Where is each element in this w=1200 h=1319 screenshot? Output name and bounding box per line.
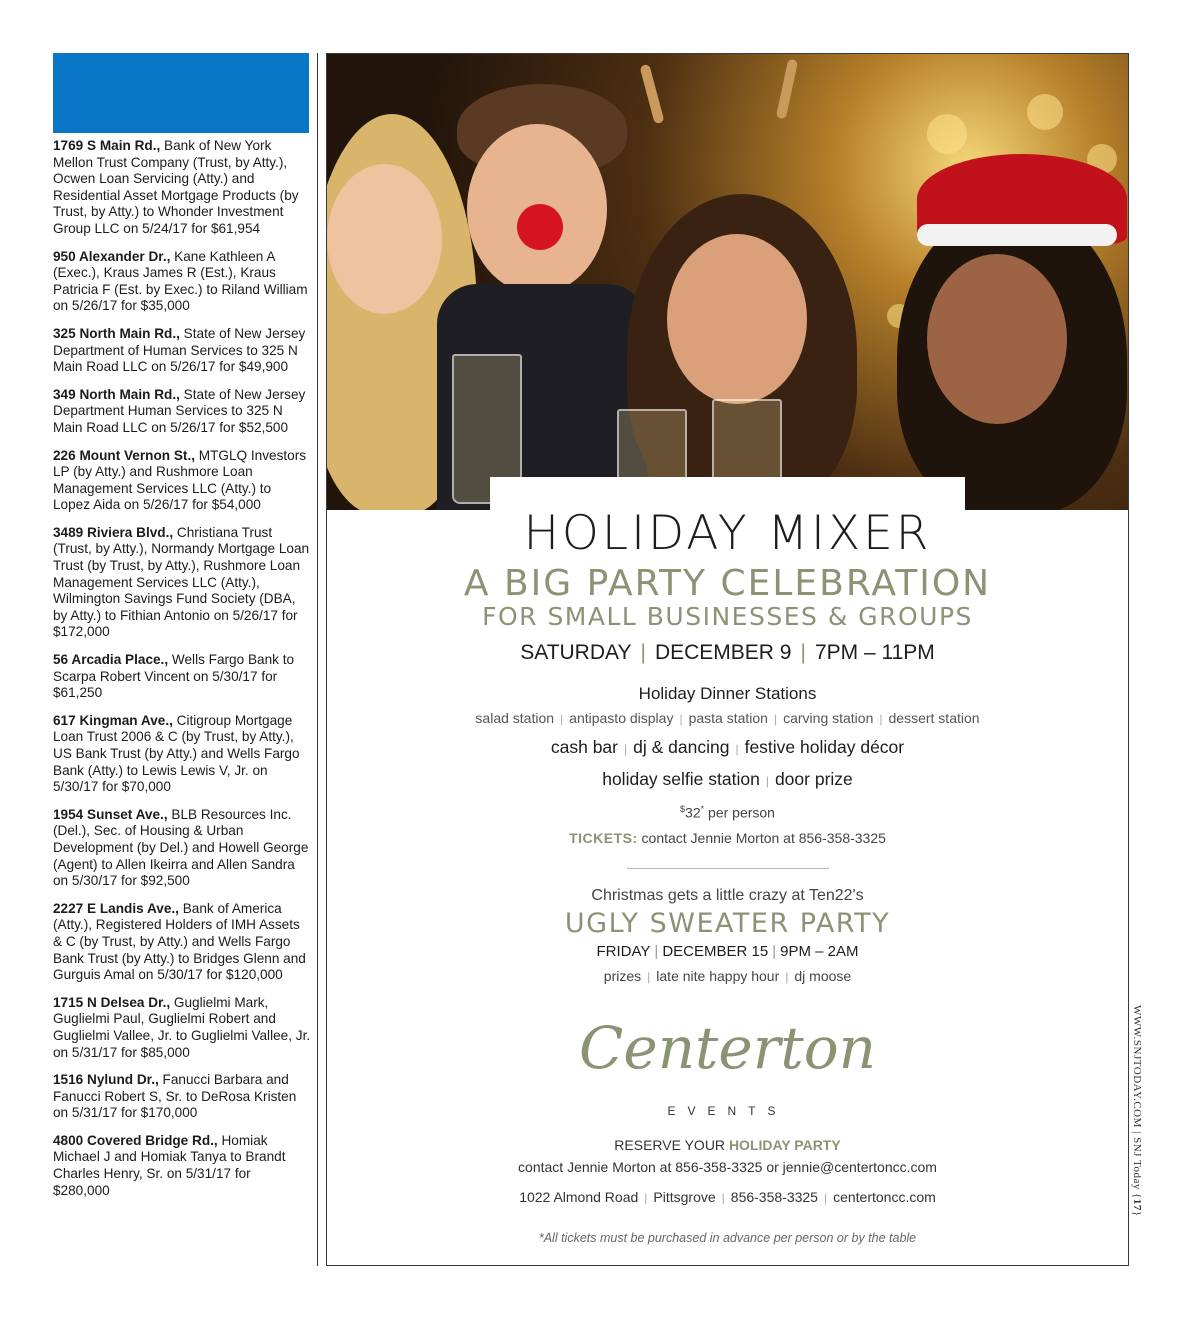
listing-item	[53, 807, 311, 890]
station-item: salad station	[475, 710, 555, 726]
listing-text: Fanucci Barbara and Fanucci Robert S, Sr. to DeRosa Kristen on 5/31/17 for $170,000	[53, 1072, 297, 1121]
listing-address: 617 Kingman Ave.,	[53, 712, 173, 728]
listing-item	[53, 387, 311, 437]
listing-item	[53, 901, 311, 984]
tickets-label: TICKETS:	[569, 830, 638, 846]
listing-text: MTGLQ Investors LP (by Atty.) and Rushmore Loan Management Services LLC (Atty.) to Lopez Aida on 5/26/17 for $54,000	[53, 447, 307, 513]
reserve-highlight: HOLIDAY PARTY	[728, 1137, 841, 1153]
station-item: pasta station	[688, 710, 768, 726]
page-folio	[1131, 1005, 1153, 1275]
listing-address: 226 Mount Vernon St.,	[53, 447, 195, 463]
listing-item	[53, 995, 311, 1061]
listing-text: Kane Kathleen A (Exec.), Kraus James R (Est.), Kraus Patricia F (Est. by Exec.) to Riland William on 5/26/17 for $35,000	[53, 248, 308, 314]
price-per: per person	[704, 804, 775, 821]
station-item: carving station	[783, 710, 874, 726]
listing-item	[53, 652, 311, 702]
listing-item	[53, 1133, 311, 1199]
price-mark: *	[700, 804, 705, 814]
station-item: dessert station	[888, 710, 980, 726]
ugly-title: UGLY SWEATER PARTY	[564, 908, 891, 939]
extra-item: prizes	[603, 968, 642, 984]
price-amount: 32	[685, 804, 701, 821]
features-row-2: holiday selfie station | door prize	[602, 769, 853, 789]
section-color-bar	[53, 53, 309, 133]
features-row-1: cash bar | dj & dancing | festive holiday décor	[550, 737, 905, 757]
party-photo	[327, 54, 1128, 510]
contact-line: contact Jennie Morton at 856-358-3325 or jennie@centertoncc.com	[518, 1159, 937, 1175]
address-line: 1022 Almond Road | Pittsgrove | 856-358-3325 | centertoncc.com	[519, 1189, 936, 1205]
property-listings	[53, 138, 311, 1210]
listing-address: 4800 Covered Bridge Rd.,	[53, 1132, 218, 1148]
folio-brace-open: {	[1131, 1189, 1143, 1199]
tickets-contact	[327, 830, 1128, 846]
tickets-text: contact Jennie Morton at 856-358-3325	[637, 830, 886, 846]
listing-text: Bank of America (Atty.), Registered Holders of IMH Assets & C (by Trust, by Atty.) and Wells Fargo Bank Trust (by Atty.) to Bridges Glenn and Gurguis Amal on 5/30/17 for $120,000	[53, 900, 306, 983]
extra-item: dj moose	[794, 968, 852, 984]
folio-website: WWW.SNJTODAY.COM	[1131, 1005, 1143, 1128]
feature-item: festive holiday décor	[744, 737, 905, 757]
listing-address: 56 Arcadia Place.,	[53, 652, 169, 668]
listing-address: 325 North Main Rd.,	[53, 325, 180, 341]
listing-address: 349 North Main Rd.,	[53, 386, 180, 402]
listing-item	[53, 1072, 311, 1122]
listing-text: Citigroup Mortgage Loan Trust 2006 & C (by Trust, by Atty.), US Bank Trust (by Atty.) and Wells Fargo Bank (Atty.) to Lewis Lewis V, Jr. on 5/30/17 for $70,000	[53, 712, 300, 795]
ugly-date-text: DECEMBER 15	[662, 943, 769, 960]
section-divider	[627, 868, 829, 869]
ad-headline: HOLIDAY MIXER	[523, 506, 932, 561]
page-number: 17	[1131, 1198, 1143, 1211]
column-divider	[317, 53, 318, 1266]
listing-text: State of New Jersey Department Human Services to 325 N Main Road LLC on 5/26/17 for $52,500	[53, 386, 306, 435]
folio-brace-close: }	[1131, 1210, 1143, 1217]
ugly-intro: Christmas gets a little crazy at Ten22's	[591, 887, 864, 904]
dinner-stations: salad station | antipasto display | pasta station | carving station | dessert station	[475, 710, 980, 726]
feature-item: door prize	[774, 769, 853, 789]
listing-text: Homiak Michael J and Homiak Tanya to Brandt Charles Henry, Sr. on 5/31/17 for $280,000	[53, 1132, 286, 1198]
listing-item	[53, 249, 311, 315]
holiday-mixer-ad	[326, 53, 1129, 1266]
listing-text: Bank of New York Mellon Trust Company (Trust, by Atty.), Ocwen Loan Servicing (Atty.) and Residential Asset Mortgage Products (by Trust, by Atty.) to Whonder Investment Group LLC on 5/24/17 for $61,954	[53, 138, 299, 236]
address-item: 856-358-3325	[730, 1189, 818, 1205]
listing-item	[53, 713, 311, 796]
ticket-footnote: *All tickets must be purchased in advance per person or by the table	[538, 1231, 917, 1245]
listing-text: BLB Resources Inc. (Del.), Sec. of Housing & Urban Development (by Del.) and Howell George (Agent) to Allen Ikeirra and Allen Sandra on 5/30/17 for $92,500	[53, 806, 309, 889]
listing-item	[53, 448, 311, 514]
listing-address: 1516 Nylund Dr.,	[53, 1072, 159, 1088]
folio-text	[1131, 1005, 1143, 1217]
listing-address: 950 Alexander Dr.,	[53, 248, 171, 264]
ugly-date: FRIDAY | DECEMBER 15 | 9PM – 2AM	[596, 943, 859, 960]
reserve-prefix: RESERVE YOUR	[614, 1137, 729, 1153]
listing-address: 2227 E Landis Ave.,	[53, 900, 179, 916]
listing-address: 1715 N Delsea Dr.,	[53, 994, 171, 1010]
ugly-extras: prizes | late nite happy hour | dj moose	[603, 968, 852, 984]
listing-address: 3489 Riviera Blvd.,	[53, 524, 174, 540]
event-day: SATURDAY	[520, 641, 632, 664]
ad-subhead-2: FOR SMALL BUSINESSES & GROUPS	[482, 602, 973, 631]
listing-text: Guglielmi Mark, Guglielmi Paul, Guglielmi Robert and Guglielmi Vallee, Jr. to Guglielmi Vallee, Jr. on 5/31/17 for $85,000	[53, 994, 311, 1060]
dinner-title: Holiday Dinner Stations	[638, 684, 817, 703]
ugly-day: FRIDAY	[596, 943, 651, 960]
address-item: centertoncc.com	[833, 1189, 936, 1205]
listing-text: Christiana Trust (Trust, by Atty.), Normandy Mortgage Loan Trust (by Trust, by Atty.), Rushmore Loan Management Services LLC (Atty.), Wilmington Savings Fund Society (DBA, by Atty.) to Fithian Antonio on 5/26/17 for $172,000	[53, 524, 310, 640]
address-item: Pittsgrove	[653, 1189, 716, 1205]
listing-item	[53, 138, 311, 238]
centerton-logo: Centerton	[579, 1014, 876, 1082]
logo-subtitle: EVENTS	[667, 1104, 788, 1118]
reserve-line	[327, 1137, 1128, 1153]
feature-item: holiday selfie station	[602, 769, 760, 789]
folio-publication: SNJ Today	[1131, 1137, 1143, 1190]
extra-item: late nite happy hour	[656, 968, 780, 984]
feature-item: dj & dancing	[633, 737, 730, 757]
price-currency: $	[680, 804, 686, 814]
listing-item	[53, 525, 311, 641]
listing-address: 1769 S Main Rd.,	[53, 138, 161, 153]
ugly-time: 9PM – 2AM	[780, 943, 859, 960]
listing-address: 1954 Sunset Ave.,	[53, 806, 168, 822]
event-time: 7PM – 11PM	[814, 641, 935, 664]
address-item: 1022 Almond Road	[519, 1189, 639, 1205]
ticket-price	[327, 804, 1128, 821]
feature-item: cash bar	[550, 737, 618, 757]
event-date: SATURDAY | DECEMBER 9 | 7PM – 11PM	[520, 641, 935, 664]
event-date-text: DECEMBER 9	[654, 641, 792, 664]
ad-subhead: A BIG PARTY CELEBRATION	[463, 563, 992, 604]
station-item: antipasto display	[569, 710, 674, 726]
listing-text: State of New Jersey Department of Human Services to 325 N Main Road LLC on 5/26/17 for $49,900	[53, 325, 306, 375]
folio-separator: |	[1131, 1127, 1143, 1138]
listing-text: Wells Fargo Bank to Scarpa Robert Vincent on 5/30/17 for $61,250	[53, 652, 295, 701]
listing-item	[53, 326, 311, 376]
